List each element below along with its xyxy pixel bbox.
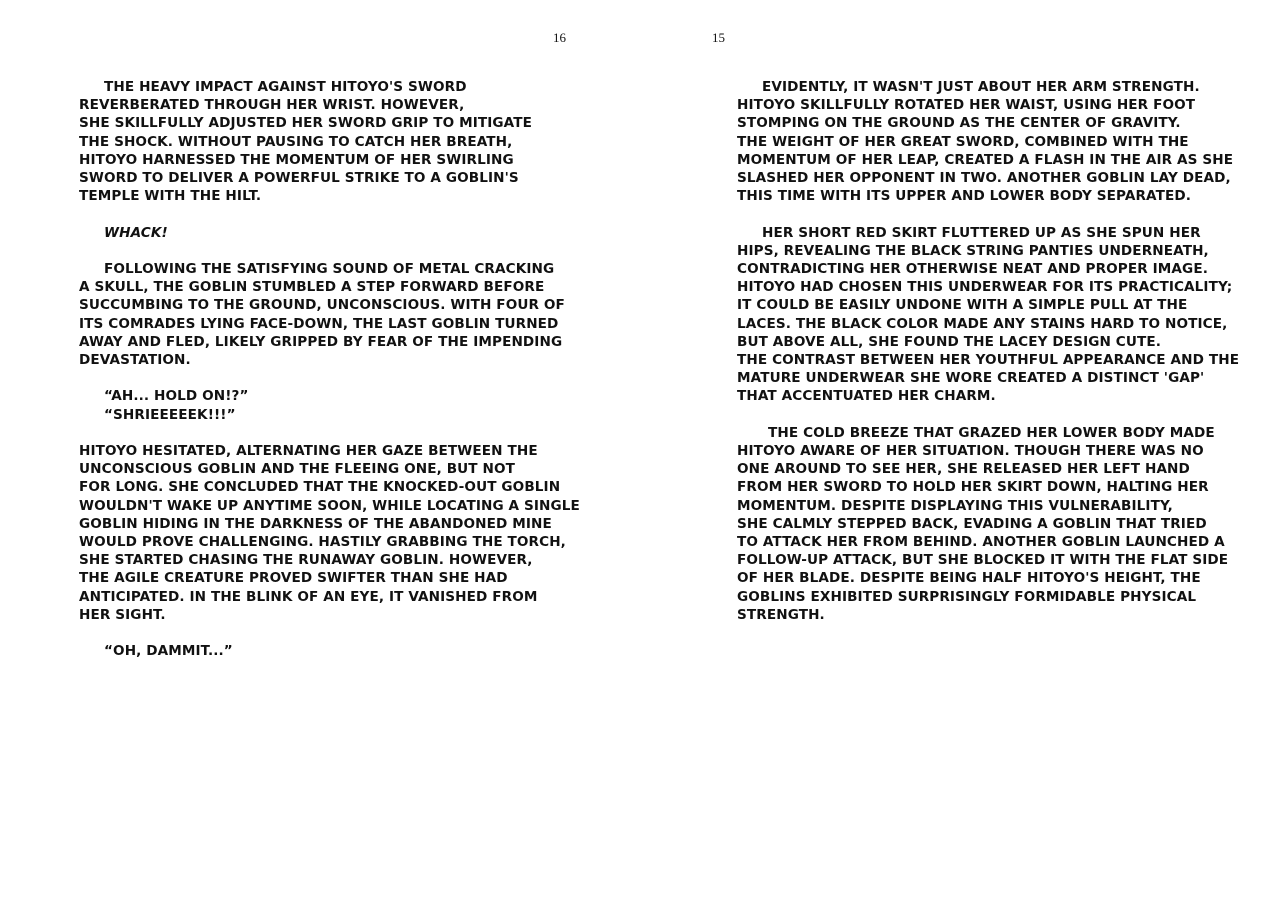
text-line: OF HER BLADE. DESPITE BEING HALF HITOYO'S HEIGHT, THE	[737, 570, 1201, 587]
page-number: 16	[553, 30, 566, 45]
text-line: BUT ABOVE ALL, SHE FOUND THE LACEY DESIGN CUTE.	[737, 333, 1162, 350]
sound-effect	[79, 224, 599, 242]
paragraph	[737, 78, 1257, 205]
paragraph	[79, 442, 599, 624]
text-line: THE HEAVY IMPACT AGAINST HITOYO'S SWORD	[104, 79, 467, 95]
text-line: THE COLD BREEZE THAT GRAZED HER LOWER BODY MADE	[768, 424, 1215, 441]
text-line: REVERBERATED THROUGH HER WRIST. HOWEVER,	[79, 97, 465, 114]
text-line: HITOYO HARNESSED THE MOMENTUM OF HER SWIRLING	[79, 151, 514, 168]
text-line: SLASHED HER OPPONENT IN TWO. ANOTHER GOBLIN LAY DEAD,	[737, 170, 1231, 187]
text-line: GOBLIN HIDING IN THE DARKNESS OF THE ABANDONED MINE	[79, 515, 552, 532]
text-line: WOULD PROVE CHALLENGING. HASTILY GRABBING THE TORCH,	[79, 534, 566, 551]
text-line: IT COULD BE EASILY UNDONE WITH A SIMPLE PULL AT THE	[737, 297, 1188, 314]
text-line: MOMENTUM. DESPITE DISPLAYING THIS VULNERABILITY,	[737, 497, 1173, 514]
text-line: STOMPING ON THE GROUND AS THE CENTER OF GRAVITY.	[737, 115, 1181, 132]
text-line: LACES. THE BLACK COLOR MADE ANY STAINS HARD TO NOTICE,	[737, 315, 1228, 332]
text-line: FOLLOWING THE SATISFYING SOUND OF METAL CRACKING	[104, 261, 555, 277]
text-line: ANTICIPATED. IN THE BLINK OF AN EYE, IT VANISHED FROM	[79, 588, 538, 605]
text-line: FOR LONG. SHE CONCLUDED THAT THE KNOCKED-OUT GOBLIN	[79, 479, 561, 496]
dialogue	[79, 387, 599, 423]
text-line: THE AGILE CREATURE PROVED SWIFTER THAN SHE HAD	[79, 570, 508, 587]
text-line: “SHRIEEEEEK!!!”	[104, 406, 236, 423]
text-line: EVIDENTLY, IT WASN'T JUST ABOUT HER ARM STRENGTH.	[762, 79, 1200, 95]
text-line: HITOYO HESITATED, ALTERNATING HER GAZE BETWEEN THE	[79, 443, 538, 459]
page-body	[737, 78, 1257, 642]
text-line: UNCONSCIOUS GOBLIN AND THE FLEEING ONE, BUT NOT	[79, 461, 516, 478]
text-line: STRENGTH.	[737, 606, 825, 623]
text-line: HITOYO AWARE OF HER SITUATION. THOUGH THERE WAS NO	[737, 443, 1204, 460]
text-line: FOLLOW-UP ATTACK, BUT SHE BLOCKED IT WITH THE FLAT SIDE	[737, 552, 1229, 569]
text-line: DEVASTATION.	[79, 352, 191, 369]
text-line: SHE SKILLFULLY ADJUSTED HER SWORD GRIP TO MITIGATE	[79, 115, 532, 132]
text-line: SWORD TO DELIVER A POWERFUL STRIKE TO A GOBLIN'S	[79, 170, 519, 187]
text-line: WOULDN'T WAKE UP ANYTIME SOON, WHILE LOCATING A SINGLE	[79, 497, 580, 514]
text-line: MATURE UNDERWEAR SHE WORE CREATED A DISTINCT 'GAP'	[737, 370, 1205, 387]
text-line: “OH, DAMMIT...”	[104, 643, 233, 660]
text-line: TO ATTACK HER FROM BEHIND. ANOTHER GOBLIN LAUNCHED A	[737, 534, 1225, 551]
paragraph	[79, 78, 599, 205]
text-line: HITOYO HAD CHOSEN THIS UNDERWEAR FOR ITS PRACTICALITY;	[737, 279, 1233, 296]
text-line: HER SIGHT.	[79, 606, 166, 623]
text-line: GOBLINS EXHIBITED SURPRISINGLY FORMIDABLE PHYSICAL	[737, 588, 1197, 605]
text-line: SHE STARTED CHASING THE RUNAWAY GOBLIN. HOWEVER,	[79, 552, 533, 569]
text-line: CONTRADICTING HER OTHERWISE NEAT AND PROPER IMAGE.	[737, 261, 1208, 278]
text-line: THE CONTRAST BETWEEN HER YOUTHFUL APPEARANCE AND THE	[737, 352, 1240, 369]
text-line: THIS TIME WITH ITS UPPER AND LOWER BODY SEPARATED.	[737, 188, 1192, 205]
text-line: FROM HER SWORD TO HOLD HER SKIRT DOWN, HALTING HER	[737, 479, 1209, 496]
text-line: A SKULL, THE GOBLIN STUMBLED A STEP FORWARD BEFORE	[79, 279, 545, 296]
text-line: HITOYO SKILLFULLY ROTATED HER WAIST, USING HER FOOT	[737, 97, 1196, 114]
page-number: 15	[712, 30, 725, 45]
right-page	[640, 0, 1280, 905]
paragraph	[737, 224, 1257, 406]
page-body	[79, 78, 599, 679]
paragraph	[79, 260, 599, 369]
text-line: “AH... HOLD ON!?”	[104, 388, 249, 405]
dialogue	[79, 642, 599, 660]
text-line: HER SHORT RED SKIRT FLUTTERED UP AS SHE SPUN HER	[762, 224, 1201, 241]
text-line: AWAY AND FLED, LIKELY GRIPPED BY FEAR OF THE IMPENDING	[79, 333, 563, 350]
text-line: ITS COMRADES LYING FACE-DOWN, THE LAST GOBLIN TURNED	[79, 315, 559, 332]
text-line: ONE AROUND TO SEE HER, SHE RELEASED HER LEFT HAND	[737, 461, 1190, 478]
text-line: THE WEIGHT OF HER GREAT SWORD, COMBINED WITH THE	[737, 133, 1189, 150]
text-line: WHACK!	[104, 224, 168, 241]
text-line: THAT ACCENTUATED HER CHARM.	[737, 388, 996, 405]
text-line: THE SHOCK. WITHOUT PAUSING TO CATCH HER BREATH,	[79, 133, 513, 150]
paragraph	[737, 424, 1257, 624]
text-line: MOMENTUM OF HER LEAP, CREATED A FLASH IN THE AIR AS SHE	[737, 151, 1234, 168]
text-line: TEMPLE WITH THE HILT.	[79, 188, 262, 205]
text-line: SHE CALMLY STEPPED BACK, EVADING A GOBLIN THAT TRIED	[737, 515, 1207, 532]
text-line: SUCCUMBING TO THE GROUND, UNCONSCIOUS. WITH FOUR OF	[79, 297, 565, 314]
text-line: HIPS, REVEALING THE BLACK STRING PANTIES UNDERNEATH,	[737, 242, 1209, 259]
